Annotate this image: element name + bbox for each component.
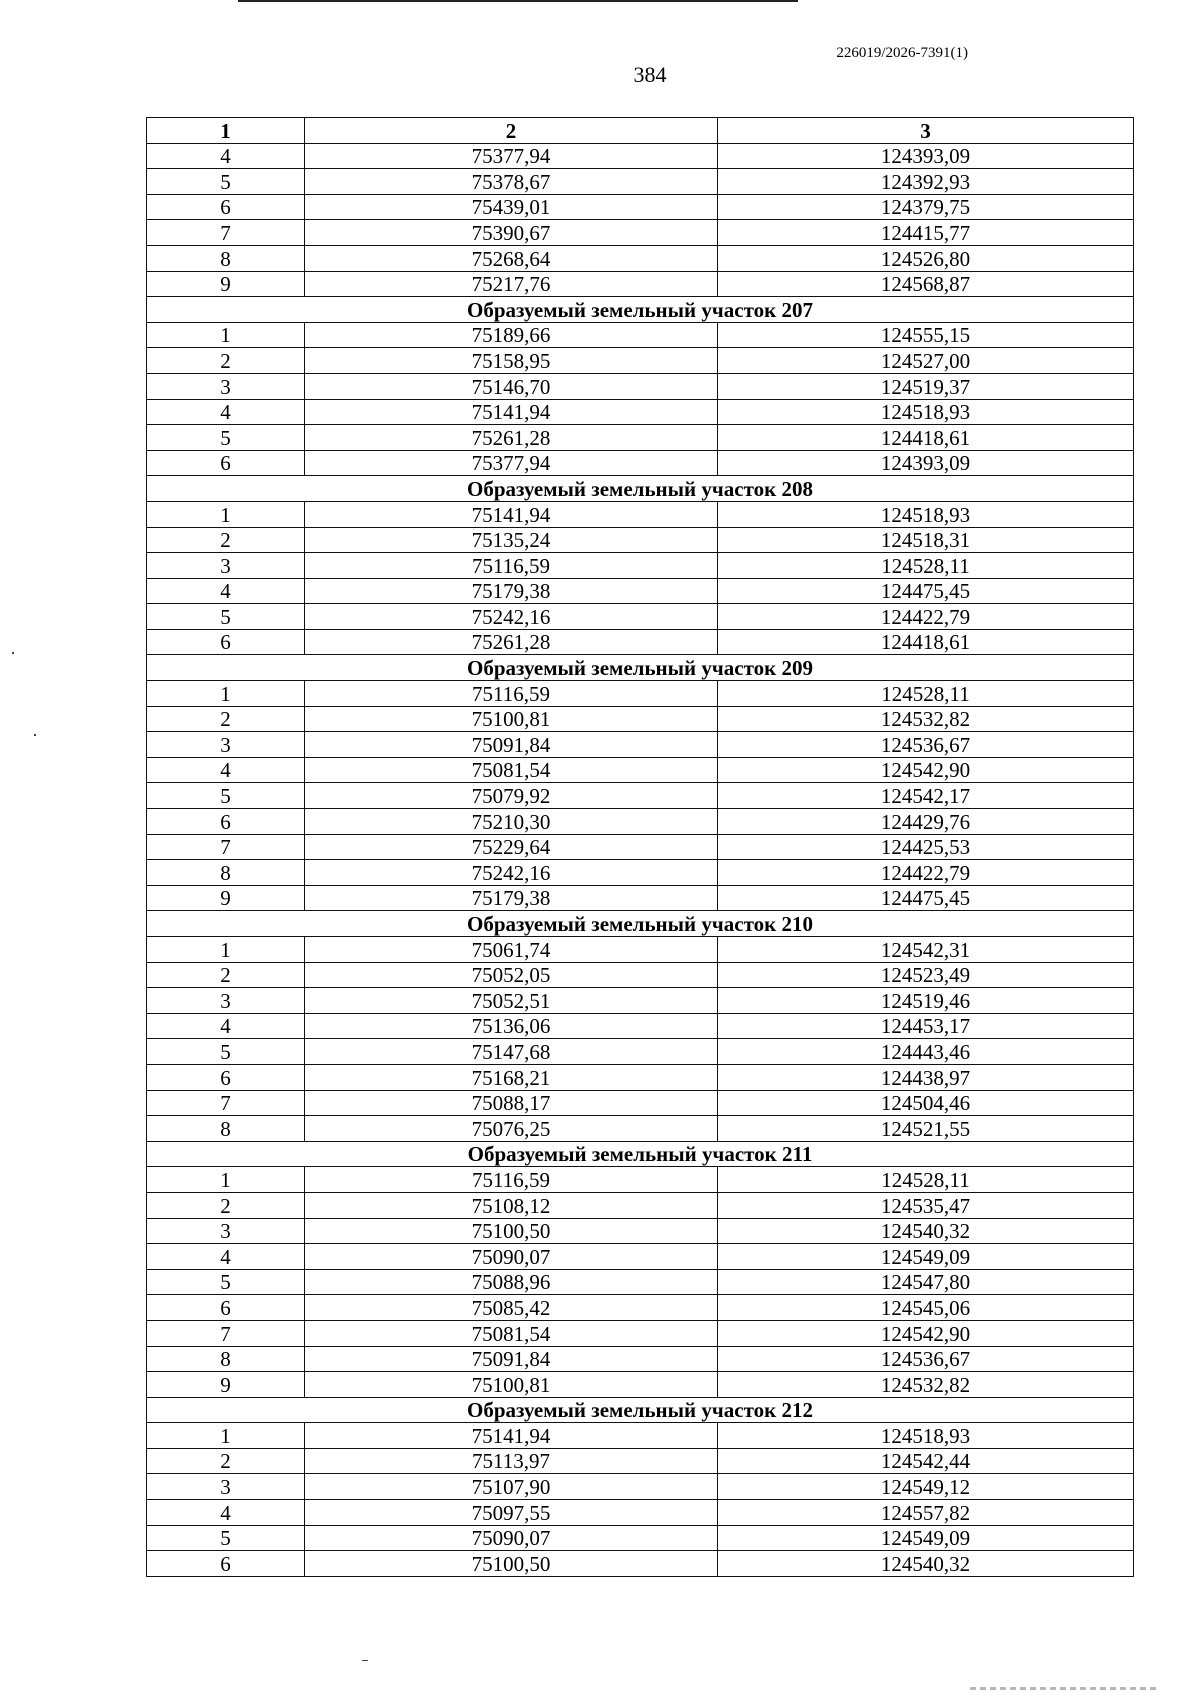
x-coordinate-cell: 75081,54 (305, 1320, 718, 1346)
y-coordinate-cell: 124393,09 (718, 450, 1134, 476)
point-number-cell: 4 (147, 399, 305, 425)
point-number-cell: 8 (147, 1116, 305, 1142)
table-row (147, 706, 1134, 732)
table-row (147, 681, 1134, 707)
table-row (147, 1474, 1134, 1500)
point-number-cell: 1 (147, 681, 305, 707)
header-cell-point: 1 (147, 118, 305, 144)
point-number-cell: 9 (147, 885, 305, 911)
point-number-cell: 4 (147, 578, 305, 604)
y-coordinate-cell: 124519,37 (718, 373, 1134, 399)
header-cell-x: 2 (305, 118, 718, 144)
y-coordinate-cell: 124542,90 (718, 1320, 1134, 1346)
table-row (147, 885, 1134, 911)
section-title: Образуемый земельный участок 209 (147, 655, 1134, 681)
x-coordinate-cell: 75147,68 (305, 1039, 718, 1065)
point-number-cell: 7 (147, 834, 305, 860)
table-row (147, 1423, 1134, 1449)
table-row (147, 937, 1134, 963)
y-coordinate-cell: 124504,46 (718, 1090, 1134, 1116)
y-coordinate-cell: 124418,61 (718, 425, 1134, 451)
point-number-cell: 1 (147, 937, 305, 963)
point-number-cell: 9 (147, 1372, 305, 1398)
point-number-cell: 3 (147, 1474, 305, 1500)
table-row (147, 962, 1134, 988)
table-row (147, 1167, 1134, 1193)
table-row (147, 629, 1134, 655)
x-coordinate-cell: 75135,24 (305, 527, 718, 553)
y-coordinate-cell: 124422,79 (718, 860, 1134, 886)
table-row (147, 809, 1134, 835)
x-coordinate-cell: 75141,94 (305, 1423, 718, 1449)
point-number-cell: 6 (147, 629, 305, 655)
point-number-cell: 6 (147, 450, 305, 476)
table-row (147, 373, 1134, 399)
y-coordinate-cell: 124518,93 (718, 399, 1134, 425)
point-number-cell: 4 (147, 143, 305, 169)
point-number-cell: 6 (147, 1295, 305, 1321)
x-coordinate-cell: 75439,01 (305, 194, 718, 220)
table-row (147, 245, 1134, 271)
y-coordinate-cell: 124475,45 (718, 578, 1134, 604)
section-title: Образуемый земельный участок 207 (147, 297, 1134, 323)
table-row (147, 783, 1134, 809)
table-row (147, 399, 1134, 425)
scan-smudge (970, 1687, 1160, 1690)
x-coordinate-cell: 75390,67 (305, 220, 718, 246)
table-row (147, 578, 1134, 604)
y-coordinate-cell: 124475,45 (718, 885, 1134, 911)
point-number-cell: 1 (147, 322, 305, 348)
point-number-cell: 3 (147, 553, 305, 579)
x-coordinate-cell: 75061,74 (305, 937, 718, 963)
point-number-cell: 5 (147, 169, 305, 195)
x-coordinate-cell: 75100,50 (305, 1218, 718, 1244)
x-coordinate-cell: 75091,84 (305, 732, 718, 758)
page-number: 384 (633, 62, 667, 87)
x-coordinate-cell: 75085,42 (305, 1295, 718, 1321)
section-title: Образуемый земельный участок 212 (147, 1397, 1134, 1423)
coordinates-table (146, 117, 1134, 1577)
y-coordinate-cell: 124568,87 (718, 271, 1134, 297)
y-coordinate-cell: 124547,80 (718, 1269, 1134, 1295)
y-coordinate-cell: 124549,09 (718, 1244, 1134, 1270)
point-number-cell: 8 (147, 1346, 305, 1372)
x-coordinate-cell: 75108,12 (305, 1192, 718, 1218)
y-coordinate-cell: 124438,97 (718, 1064, 1134, 1090)
y-coordinate-cell: 124555,15 (718, 322, 1134, 348)
point-number-cell: 4 (147, 757, 305, 783)
table-row (147, 1346, 1134, 1372)
y-coordinate-cell: 124443,46 (718, 1039, 1134, 1065)
table-row (147, 553, 1134, 579)
x-coordinate-cell: 75261,28 (305, 425, 718, 451)
point-number-cell: 3 (147, 373, 305, 399)
x-coordinate-cell: 75378,67 (305, 169, 718, 195)
y-coordinate-cell: 124532,82 (718, 706, 1134, 732)
y-coordinate-cell: 124536,67 (718, 732, 1134, 758)
point-number-cell: 2 (147, 348, 305, 374)
x-coordinate-cell: 75076,25 (305, 1116, 718, 1142)
table-row (147, 1218, 1134, 1244)
y-coordinate-cell: 124540,32 (718, 1218, 1134, 1244)
x-coordinate-cell: 75261,28 (305, 629, 718, 655)
scan-speck (34, 734, 36, 736)
x-coordinate-cell: 75107,90 (305, 1474, 718, 1500)
point-number-cell: 2 (147, 527, 305, 553)
y-coordinate-cell: 124429,76 (718, 809, 1134, 835)
table-row (147, 757, 1134, 783)
y-coordinate-cell: 124542,90 (718, 757, 1134, 783)
point-number-cell: 1 (147, 501, 305, 527)
document-number: 226019/2026-7391(1) (836, 45, 968, 61)
x-coordinate-cell: 75242,16 (305, 860, 718, 886)
y-coordinate-cell: 124392,93 (718, 169, 1134, 195)
x-coordinate-cell: 75179,38 (305, 885, 718, 911)
table-row (147, 1244, 1134, 1270)
top-border-rule (238, 0, 798, 2)
point-number-cell: 2 (147, 706, 305, 732)
y-coordinate-cell: 124453,17 (718, 1013, 1134, 1039)
x-coordinate-cell: 75268,64 (305, 245, 718, 271)
y-coordinate-cell: 124518,93 (718, 1423, 1134, 1449)
point-number-cell: 5 (147, 604, 305, 630)
table-row (147, 348, 1134, 374)
point-number-cell: 4 (147, 1013, 305, 1039)
x-coordinate-cell: 75052,05 (305, 962, 718, 988)
table-row (147, 1064, 1134, 1090)
y-coordinate-cell: 124557,82 (718, 1500, 1134, 1526)
table-row (147, 988, 1134, 1014)
x-coordinate-cell: 75168,21 (305, 1064, 718, 1090)
point-number-cell: 8 (147, 245, 305, 271)
table-row (147, 143, 1134, 169)
table-row (147, 1090, 1134, 1116)
y-coordinate-cell: 124542,31 (718, 937, 1134, 963)
table-row (147, 501, 1134, 527)
point-number-cell: 6 (147, 1551, 305, 1577)
x-coordinate-cell: 75081,54 (305, 757, 718, 783)
y-coordinate-cell: 124518,31 (718, 527, 1134, 553)
y-coordinate-cell: 124540,32 (718, 1551, 1134, 1577)
point-number-cell: 6 (147, 194, 305, 220)
point-number-cell: 3 (147, 732, 305, 758)
table-row (147, 425, 1134, 451)
y-coordinate-cell: 124379,75 (718, 194, 1134, 220)
x-coordinate-cell: 75097,55 (305, 1500, 718, 1526)
table-row (147, 1013, 1134, 1039)
section-header-row (147, 1397, 1134, 1423)
x-coordinate-cell: 75189,66 (305, 322, 718, 348)
x-coordinate-cell: 75377,94 (305, 143, 718, 169)
x-coordinate-cell: 75116,59 (305, 1167, 718, 1193)
table-row (147, 450, 1134, 476)
point-number-cell: 2 (147, 962, 305, 988)
x-coordinate-cell: 75136,06 (305, 1013, 718, 1039)
y-coordinate-cell: 124393,09 (718, 143, 1134, 169)
y-coordinate-cell: 124425,53 (718, 834, 1134, 860)
table-row (147, 220, 1134, 246)
x-coordinate-cell: 75100,81 (305, 706, 718, 732)
point-number-cell: 2 (147, 1192, 305, 1218)
point-number-cell: 3 (147, 988, 305, 1014)
y-coordinate-cell: 124422,79 (718, 604, 1134, 630)
y-coordinate-cell: 124549,12 (718, 1474, 1134, 1500)
point-number-cell: 2 (147, 1448, 305, 1474)
table-row (147, 1500, 1134, 1526)
table-row (147, 834, 1134, 860)
y-coordinate-cell: 124415,77 (718, 220, 1134, 246)
x-coordinate-cell: 75242,16 (305, 604, 718, 630)
point-number-cell: 5 (147, 425, 305, 451)
x-coordinate-cell: 75052,51 (305, 988, 718, 1014)
x-coordinate-cell: 75113,97 (305, 1448, 718, 1474)
point-number-cell: 9 (147, 271, 305, 297)
x-coordinate-cell: 75116,59 (305, 553, 718, 579)
scan-speck (12, 652, 14, 654)
table-row (147, 1039, 1134, 1065)
point-number-cell: 4 (147, 1500, 305, 1526)
y-coordinate-cell: 124545,06 (718, 1295, 1134, 1321)
x-coordinate-cell: 75079,92 (305, 783, 718, 809)
table-row (147, 1525, 1134, 1551)
point-number-cell: 1 (147, 1423, 305, 1449)
x-coordinate-cell: 75090,07 (305, 1525, 718, 1551)
point-number-cell: 7 (147, 1320, 305, 1346)
x-coordinate-cell: 75210,30 (305, 809, 718, 835)
point-number-cell: 8 (147, 860, 305, 886)
y-coordinate-cell: 124521,55 (718, 1116, 1134, 1142)
y-coordinate-cell: 124519,46 (718, 988, 1134, 1014)
x-coordinate-cell: 75088,96 (305, 1269, 718, 1295)
y-coordinate-cell: 124418,61 (718, 629, 1134, 655)
table-body (147, 118, 1134, 1577)
table-header-row (147, 118, 1134, 144)
section-title: Образуемый земельный участок 211 (147, 1141, 1134, 1167)
y-coordinate-cell: 124528,11 (718, 553, 1134, 579)
table-row (147, 1192, 1134, 1218)
table-row (147, 322, 1134, 348)
y-coordinate-cell: 124532,82 (718, 1372, 1134, 1398)
x-coordinate-cell: 75090,07 (305, 1244, 718, 1270)
table-row (147, 1295, 1134, 1321)
section-header-row (147, 297, 1134, 323)
y-coordinate-cell: 124528,11 (718, 681, 1134, 707)
x-coordinate-cell: 75377,94 (305, 450, 718, 476)
table-row (147, 194, 1134, 220)
section-title: Образуемый земельный участок 210 (147, 911, 1134, 937)
section-title: Образуемый земельный участок 208 (147, 476, 1134, 502)
y-coordinate-cell: 124527,00 (718, 348, 1134, 374)
y-coordinate-cell: 124542,44 (718, 1448, 1134, 1474)
table-row (147, 1448, 1134, 1474)
point-number-cell: 7 (147, 1090, 305, 1116)
table-row (147, 1551, 1134, 1577)
table-row (147, 1372, 1134, 1398)
table-row (147, 860, 1134, 886)
x-coordinate-cell: 75116,59 (305, 681, 718, 707)
section-header-row (147, 476, 1134, 502)
table-row (147, 1116, 1134, 1142)
x-coordinate-cell: 75088,17 (305, 1090, 718, 1116)
scan-speck (362, 1660, 368, 1661)
y-coordinate-cell: 124535,47 (718, 1192, 1134, 1218)
point-number-cell: 1 (147, 1167, 305, 1193)
point-number-cell: 7 (147, 220, 305, 246)
point-number-cell: 6 (147, 809, 305, 835)
table-row (147, 732, 1134, 758)
y-coordinate-cell: 124526,80 (718, 245, 1134, 271)
point-number-cell: 3 (147, 1218, 305, 1244)
table-row (147, 1320, 1134, 1346)
point-number-cell: 4 (147, 1244, 305, 1270)
y-coordinate-cell: 124549,09 (718, 1525, 1134, 1551)
table-row (147, 604, 1134, 630)
x-coordinate-cell: 75158,95 (305, 348, 718, 374)
point-number-cell: 6 (147, 1064, 305, 1090)
y-coordinate-cell: 124523,49 (718, 962, 1134, 988)
x-coordinate-cell: 75100,81 (305, 1372, 718, 1398)
section-header-row (147, 655, 1134, 681)
x-coordinate-cell: 75179,38 (305, 578, 718, 604)
x-coordinate-cell: 75229,64 (305, 834, 718, 860)
point-number-cell: 5 (147, 1269, 305, 1295)
point-number-cell: 5 (147, 1525, 305, 1551)
table-row (147, 527, 1134, 553)
x-coordinate-cell: 75100,50 (305, 1551, 718, 1577)
section-header-row (147, 1141, 1134, 1167)
table-row (147, 271, 1134, 297)
point-number-cell: 5 (147, 783, 305, 809)
x-coordinate-cell: 75141,94 (305, 399, 718, 425)
x-coordinate-cell: 75141,94 (305, 501, 718, 527)
y-coordinate-cell: 124536,67 (718, 1346, 1134, 1372)
y-coordinate-cell: 124518,93 (718, 501, 1134, 527)
header-cell-y: 3 (718, 118, 1134, 144)
x-coordinate-cell: 75091,84 (305, 1346, 718, 1372)
table-row (147, 1269, 1134, 1295)
section-header-row (147, 911, 1134, 937)
point-number-cell: 5 (147, 1039, 305, 1065)
table-row (147, 169, 1134, 195)
y-coordinate-cell: 124542,17 (718, 783, 1134, 809)
x-coordinate-cell: 75146,70 (305, 373, 718, 399)
y-coordinate-cell: 124528,11 (718, 1167, 1134, 1193)
x-coordinate-cell: 75217,76 (305, 271, 718, 297)
